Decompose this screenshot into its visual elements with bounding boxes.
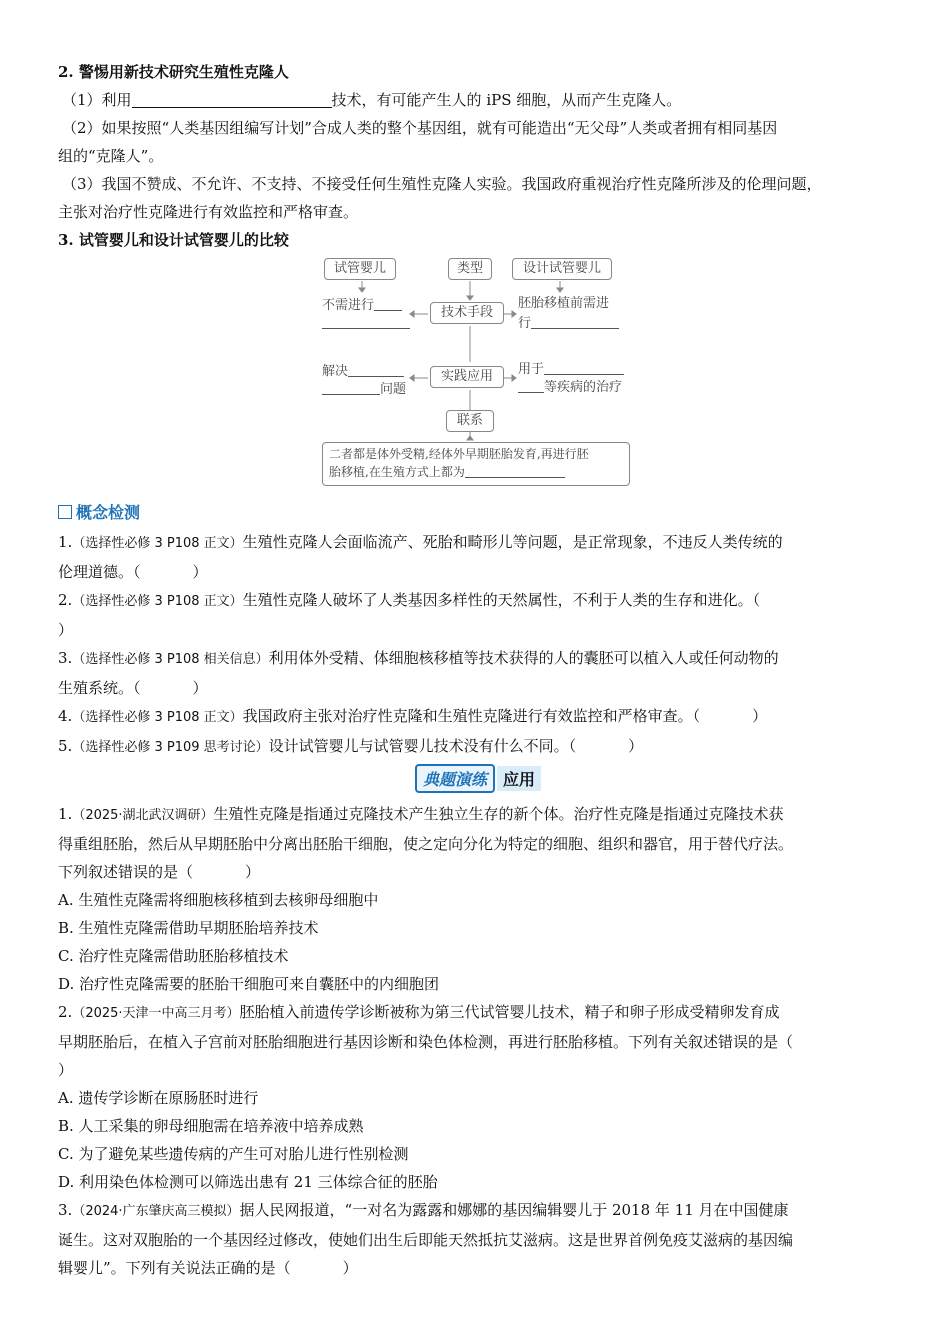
question-1-line-3: 下列叙述错误的是（ ） — [58, 863, 261, 881]
fill-blank[interactable] — [374, 296, 402, 311]
practice-banner — [58, 764, 898, 800]
section-2-item-1 — [58, 86, 898, 114]
diagram-link-statement: 二者都是体外受精,经体外早期胚胎发育,再进行胚 胎移植,在生殖方式上都为 — [322, 442, 630, 486]
section-2-item-2-line-2: 组的“克隆人”。 — [58, 147, 164, 165]
diagram-technique-box: 技术手段 — [430, 302, 504, 324]
diagram-link-box: 联系 — [446, 410, 494, 432]
document-page — [58, 58, 898, 1282]
diagram-head-ivf: 试管婴儿 — [324, 258, 396, 280]
comparison-diagram — [58, 254, 898, 494]
concept-check-heading: 概念检测 — [58, 498, 898, 528]
concept-item-2-line-1: 2.（选择性必修 3 P108 正文）生殖性克隆人破坏了人类基因多样性的天然属性，不利于人类的生存和进化。（ — [58, 591, 761, 609]
fill-blank[interactable] — [465, 463, 565, 478]
section-2-title: 2. 警惕用新技术研究生殖性克隆人 — [58, 63, 289, 81]
row1-right-line-1: 胚胎移植前需进 — [518, 296, 610, 311]
question-1-line-2: 得重组胚胎，然后从早期胚胎中分离出胚胎干细胞，使之定向分化为特定的细胞、组织和器官，用于替代疗法。 — [58, 835, 794, 853]
diagram-application-box: 实践应用 — [430, 366, 504, 388]
concept-item-1-line-2: 伦理道德。（ ） — [58, 563, 208, 581]
diagram-head-type: 类型 — [448, 258, 492, 280]
question-3-line-3: 辑婴儿”。下列有关说法正确的是（ ） — [58, 1259, 358, 1277]
banner-label-practice: 典题演练 — [415, 764, 495, 793]
item-1-suffix: 技术，有可能产生人的 iPS 细胞，从而产生克隆人。 — [331, 91, 682, 109]
question-2-option-d[interactable]: D. 利用染色体检测可以筛选出患有 21 三体综合征的胚胎 — [58, 1173, 438, 1191]
row2-left-line-1: 解决 — [322, 362, 404, 380]
row1-right-line-2: 行 — [518, 314, 619, 332]
banner-label-application: 应用 — [497, 766, 541, 791]
section-3-title: 3. 试管婴儿和设计试管婴儿的比较 — [58, 231, 289, 249]
section-2-item-3-line-1: （3）我国不赞成、不允许、不支持、不接受任何生殖性克隆人实验。我国政府重视治疗性克隆所涉及的伦理问题， — [62, 175, 822, 193]
question-2-option-c[interactable]: C. 为了避免某些遗传病的产生可对胎儿进行性别检测 — [58, 1145, 409, 1163]
diagram-head-designer: 设计试管婴儿 — [512, 258, 612, 280]
question-2-line-3: ） — [58, 1061, 74, 1079]
concept-item-2-line-2: ） — [58, 621, 74, 639]
fill-blank[interactable] — [348, 362, 404, 377]
section-2-item-3-line-2: 主张对治疗性克隆进行有效监控和严格审查。 — [58, 203, 359, 221]
question-1-option-c[interactable]: C. 治疗性克隆需借助胚胎移植技术 — [58, 947, 289, 965]
concept-item-3-line-2: 生殖系统。（ ） — [58, 679, 208, 697]
question-2-line-1: 2.（2025·天津一中高三月考）胚胎植入前遗传学诊断被称为第三代试管婴儿技术，精子和卵子形成受精卵发育成 — [58, 1003, 780, 1021]
question-1-option-b[interactable]: B. 生殖性克隆需借助早期胚胎培养技术 — [58, 919, 319, 937]
question-1-option-a[interactable]: A. 生殖性克隆需将细胞核移植到去核卵母细胞中 — [58, 891, 379, 909]
question-2-option-a[interactable]: A. 遗传学诊断在原肠胚时进行 — [58, 1089, 259, 1107]
question-3-line-2: 诞生。这对双胞胎的一个基因经过修改，使她们出生后即能天然抵抗艾滋病。这是世界首例免疫艾滋病的基因编 — [58, 1231, 794, 1249]
question-2-line-2: 早期胚胎后，在植入子宫前对胚胎细胞进行基因诊断和染色体检测，再进行胚胎移植。下列有关叙述错误的是（ — [58, 1033, 794, 1051]
section-2-item-2-line-1: （2）如果按照“人类基因组编写计划”合成人类的整个基因组，就有可能造出“无父母”人类或者拥有相同基因 — [62, 119, 778, 137]
fill-blank[interactable] — [518, 378, 544, 393]
row2-left-line-2: 问题 — [322, 380, 406, 398]
fill-blank[interactable] — [531, 314, 619, 329]
question-2-option-b[interactable]: B. 人工采集的卵母细胞需在培养液中培养成熟 — [58, 1117, 364, 1135]
question-3-line-1: 3.（2024·广东肇庆高三模拟）据人民网报道，“一对名为露露和娜娜的基因编辑婴儿于 2018 年 11 月在中国健康 — [58, 1201, 789, 1219]
row1-left: 不需进行 — [322, 296, 402, 314]
fill-blank[interactable] — [544, 360, 624, 375]
concept-item-3-line-1: 3.（选择性必修 3 P108 相关信息）利用体外受精、体细胞核移植等技术获得的人的囊胚可以植入人或任何动物的 — [58, 649, 779, 667]
concept-item-1-line-1: 1.（选择性必修 3 P108 正文）生殖性克隆人会面临流产、死胎和畸形儿等问题，是正常现象，不违反人类传统的 — [58, 533, 783, 551]
concept-item-5: 5.（选择性必修 3 P109 思考讨论）设计试管婴儿与试管婴儿技术没有什么不同。（ ） — [58, 737, 644, 755]
question-1-option-d[interactable]: D. 治疗性克隆需要的胚胎干细胞可来自囊胚中的内细胞团 — [58, 975, 440, 993]
fill-blank[interactable] — [132, 89, 332, 108]
row2-right-line-2: 等疾病的治疗 — [518, 378, 622, 396]
fill-blank[interactable] — [322, 380, 380, 395]
row2-right-line-1: 用于 — [518, 360, 624, 378]
question-1-line-1: 1.（2025·湖北武汉调研）生殖性克隆是指通过克隆技术产生独立生存的新个体。治疗性克隆是指通过克隆技术获 — [58, 805, 784, 823]
concept-item-4: 4.（选择性必修 3 P108 正文）我国政府主张对治疗性克隆和生殖性克隆进行有效监控和严格审查。（ ） — [58, 707, 768, 725]
checkbox-square-icon — [58, 505, 72, 519]
item-1-prefix: （1）利用 — [62, 91, 132, 109]
row1-left-blank-2[interactable] — [322, 314, 410, 329]
